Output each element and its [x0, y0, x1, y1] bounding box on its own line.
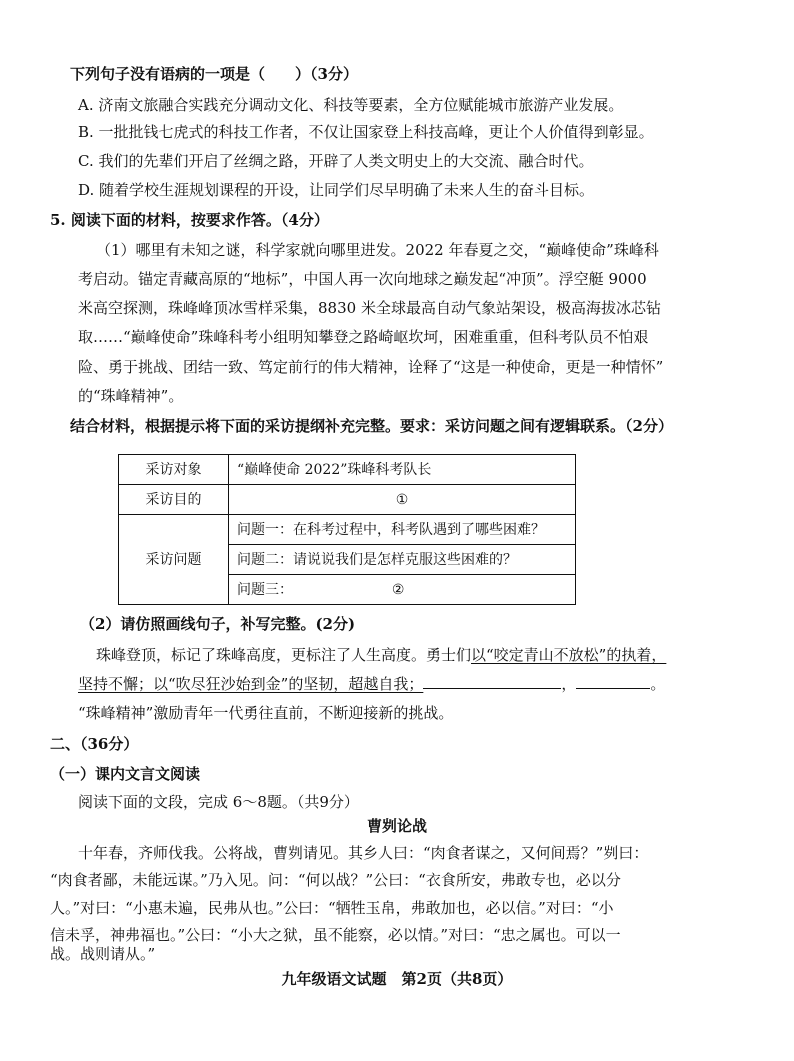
passage-title: 曹刿论战 [366, 817, 427, 835]
q4-option-b: B. 一批批钱七虎式的科技工作者，不仅让国家登上科技高峰，更让个人价值得到彰显。 [78, 123, 654, 141]
passage-line-3: 人。”对曰：“小惠未遍，民弗从也。”公曰：“牺牲玉帛，弗敢加也，必以信。”对曰：“小 [50, 899, 614, 917]
interview-question-3[interactable] [229, 575, 576, 605]
passage-line-5: 战。战则请从。” [50, 945, 156, 963]
answer-blank-1[interactable]: ① [229, 485, 576, 515]
subsection-heading: （一）课内文言文阅读 [50, 765, 201, 783]
q4-option-a: A. 济南文旅融合实践充分调动文化、科技等要素，全方位赋能城市旅游产业发展。 [78, 96, 624, 114]
comma: ， [561, 675, 577, 693]
q4-option-c: C. 我们的先辈们开启了丝绸之路，开辟了人类文明史上的大交流、融合时代。 [78, 152, 594, 170]
underlined-sentence: 以“咬定青山不放松”的执着， [471, 646, 667, 664]
q5-passage-line-1: （1）哪里有未知之谜，科学家就向哪里进发。2022 年春夏之交，“巅峰使命”珠峰科 [96, 241, 659, 259]
table-cell-head: 采访问题 [119, 515, 229, 605]
q5-passage-line-3: 米高空探测，珠峰峰顶冰雪样采集，8830 米全球最高自动气象站架设，极高海拔冰芯钻 [78, 299, 661, 317]
table-row [119, 515, 576, 545]
interview-question-2: 问题二：请说说我们是怎样克服这些困难的？ [229, 545, 576, 575]
q5-part2-line-3: “珠峰精神”激励青年一代勇往直前，不断迎接新的挑战。 [78, 704, 454, 722]
q5-passage-line-6: 的“珠峰精神”。 [78, 387, 184, 405]
q5-instruction: 结合材料，根据提示将下面的采访提纲补充完整。要求：采访问题之间有逻辑联系。（2分） [70, 417, 673, 435]
period: 。 [650, 675, 666, 693]
q5-part2-line-2 [78, 674, 665, 694]
section-heading: 二、（36分） [50, 735, 139, 753]
passage-line-4: 信未孚，神弗福也。”公曰：“小大之狱，虽不能察，必以情。”对曰：“忠之属也。可以一 [50, 926, 621, 944]
table-cell-head: 采访对象 [119, 455, 229, 485]
answer-blank-4[interactable] [576, 674, 650, 689]
question-3-label: 问题三： [237, 581, 293, 598]
underlined-sentence: 坚持不懈；以“吹尽狂沙始到金”的坚韧，超越自我； [78, 675, 424, 693]
q4-option-d: D. 随着学校生涯规划课程的开设，让同学们尽早明确了未来人生的奋斗目标。 [78, 181, 595, 199]
passage-line-2: “肉食者鄙，未能远谋。”乃入见。问：“何以战？”公曰：“衣食所安，弗敢专也，必以分 [50, 871, 621, 889]
table-cell-head: 采访目的 [119, 485, 229, 515]
q5-passage-line-4: 取……“巅峰使命”珠峰科考小组明知攀登之路崎岖坎坷，困难重重，但科考队员不怕艰 [78, 328, 649, 346]
q5-stem: 5. 阅读下面的材料，按要求作答。（4分） [50, 211, 329, 229]
q5-part2-line-1 [96, 645, 666, 665]
table-cell-interviewee: “巅峰使命 2022”珠峰科考队长 [229, 455, 576, 485]
table-row [119, 455, 576, 485]
reading-intro: 阅读下面的文段，完成 6～8题。（共9分） [78, 793, 359, 811]
q5-passage-line-5: 险、勇于挑战、团结一致、笃定前行的伟大精神，诠释了“这是一种使命，更是一种情怀” [78, 358, 664, 376]
q5-part2-stem: （2）请仿照画线句子，补写完整。(2分) [80, 615, 356, 633]
interview-question-1: 问题一：在科考过程中，科考队遇到了哪些困难？ [229, 515, 576, 545]
q5-passage-line-2: 考启动。锚定青藏高原的“地标”，中国人再一次向地球之巅发起“冲顶”。浮空艇 9000 [78, 270, 647, 288]
table-row [119, 485, 576, 515]
answer-blank-3[interactable] [423, 674, 561, 689]
answer-blank-2: ② [391, 581, 405, 598]
interview-outline-table [118, 454, 576, 605]
page-footer: 九年级语文试题 第2页（共8页） [281, 970, 513, 988]
sentence-text: 珠峰登顶，标记了珠峰高度，更标注了人生高度。勇士们 [96, 646, 472, 664]
q4-stem: 下列句子没有语病的一项是（ ）（3分） [70, 65, 358, 83]
passage-line-1: 十年春，齐师伐我。公将战，曹刿请见。其乡人曰：“肉食者谋之，又何间焉？”刿曰： [78, 844, 649, 862]
